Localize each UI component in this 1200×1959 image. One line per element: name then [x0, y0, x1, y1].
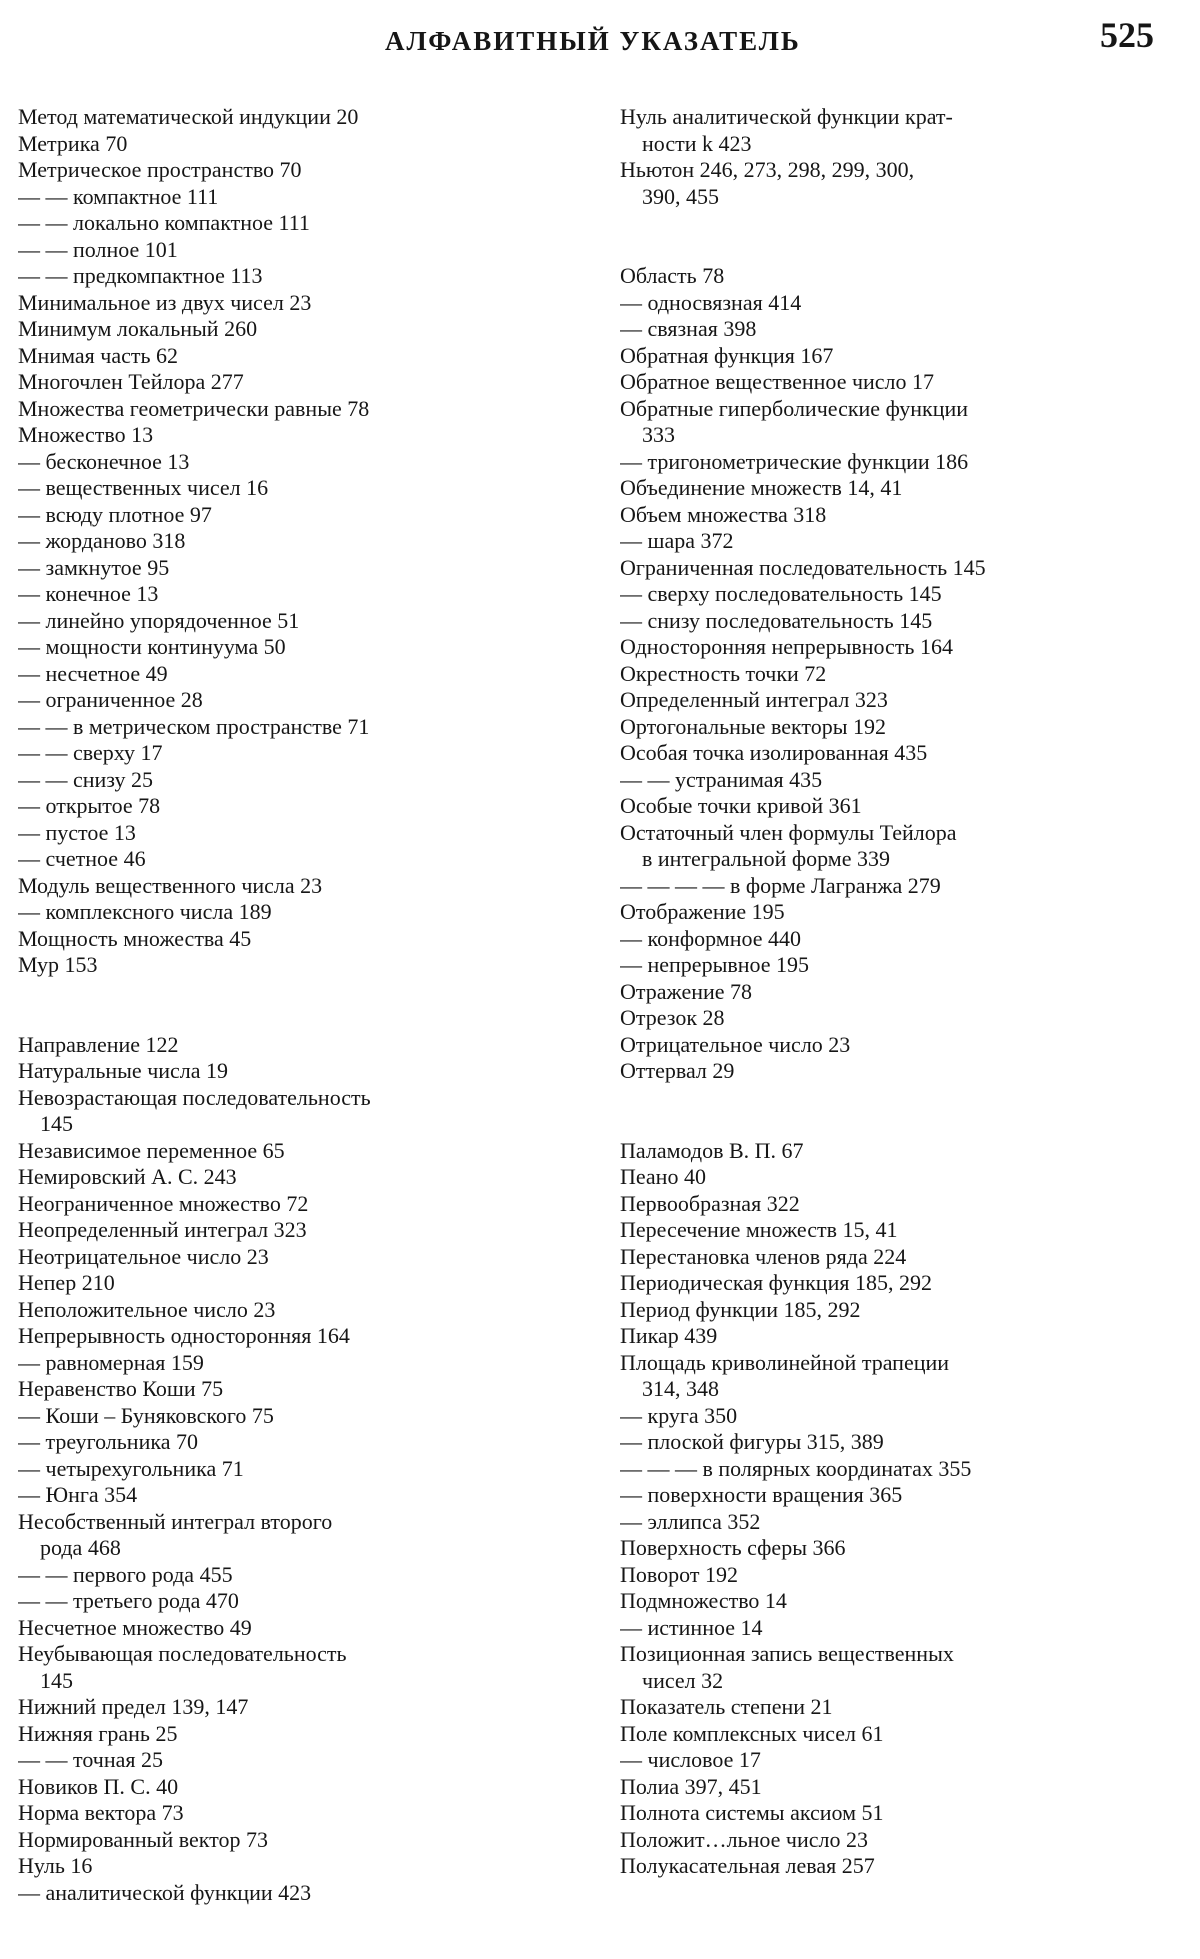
index-entry: Площадь криволинейной трапеции: [620, 1349, 950, 1375]
index-entry: Мощность множества 45: [18, 925, 252, 951]
index-entry: Окрестность точки 72: [620, 660, 827, 686]
index-entry: — — снизу 25: [18, 766, 154, 792]
index-entry: Поверхность сферы 366: [620, 1535, 846, 1560]
index-entry: — — первого рода 455: [18, 1561, 233, 1587]
index-entry: — плоской фигуры 315, 389: [620, 1429, 884, 1454]
section-gap: [620, 237, 1182, 264]
index-entry: Обратная функция 167: [620, 342, 834, 368]
running-head: АЛФАВИТНЫЙ УКАЗАТЕЛЬ: [385, 26, 801, 56]
index-entry: Новиков П. С. 40: [18, 1773, 179, 1799]
index-entry: — конформное 440: [620, 925, 801, 951]
index-entry: — счетное 46: [18, 846, 146, 871]
left-column: [18, 104, 578, 1906]
index-entry: — жорданово 318: [18, 528, 186, 553]
index-entry: Неравенство Коши 75: [18, 1376, 224, 1401]
index-entry: Пеано 40: [620, 1164, 706, 1189]
index-entry: Объединение множеств 14, 41: [620, 475, 903, 500]
index-entry: Пикар 439: [620, 1323, 718, 1348]
index-entry: — истинное 14: [620, 1614, 763, 1640]
index-entry: 145: [40, 1667, 73, 1693]
index-entry: Непрерывность односторонняя 164: [18, 1323, 350, 1348]
index-entry: Полнота системы аксиом 51: [620, 1800, 884, 1825]
index-entry: Отображение 195: [620, 899, 785, 924]
index-entry: — четырехугольника 71: [18, 1455, 244, 1481]
index-entry: Отрезок 28: [620, 1005, 725, 1030]
index-entry: — открытое 78: [18, 793, 161, 818]
index-entry: Остаточный член формулы Тейлора: [620, 819, 957, 845]
index-entry: — круга 350: [620, 1402, 738, 1428]
index-entry: Периодическая функция 185, 292: [620, 1270, 932, 1295]
index-entry: Поле комплексных чисел 61: [620, 1720, 884, 1746]
index-entry: Неположительное число 23: [18, 1296, 276, 1322]
index-entry: Подмножество 14: [620, 1588, 787, 1613]
index-entry: — — — — в форме Лагранжа 279: [620, 872, 941, 898]
index-entry: 390, 455: [642, 183, 719, 209]
index-entry: — бесконечное 13: [18, 448, 190, 474]
index-entry: — линейно упорядоченное 51: [18, 607, 300, 633]
index-entry: Отражение 78: [620, 978, 753, 1004]
index-entry: рода 468: [40, 1535, 121, 1560]
index-entry: Непер 210: [18, 1270, 115, 1295]
index-entry: — всюду плотное 97: [18, 501, 212, 527]
index-entry: Поворот 192: [620, 1561, 738, 1587]
index-entry: — — сверху 17: [18, 740, 163, 765]
index-entry: Отрицательное число 23: [620, 1031, 851, 1057]
index-entry: Неубывающая последовательность: [18, 1641, 347, 1666]
index-entry: Обратные гиперболические функции: [620, 395, 969, 421]
index-entry: — — — в полярных координатах 355: [620, 1455, 972, 1481]
index-entry: — — устранимая 435: [620, 766, 823, 792]
index-entry: Полиа 397, 451: [620, 1773, 762, 1799]
page-number: 525: [1100, 15, 1154, 55]
index-entry: Направление 122: [18, 1031, 179, 1057]
index-entry: Множества геометрически равные 78: [18, 395, 370, 421]
index-entry: Минимум локальный 260: [18, 316, 258, 341]
index-entry: — — компактное 111: [18, 183, 219, 209]
index-entry: — Юнга 354: [18, 1482, 138, 1507]
index-entry: Модуль вещественного числа 23: [18, 872, 323, 898]
index-entry: 314, 348: [642, 1376, 719, 1401]
index-entry: Позиционная запись вещественных: [620, 1641, 954, 1666]
index-entry: Ньютон 246, 273, 298, 299, 300,: [620, 157, 915, 182]
index-entry: Особая точка изолированная 435: [620, 740, 928, 765]
index-entry: Метрика 70: [18, 130, 128, 156]
index-entry: Полукасательная левая 257: [620, 1853, 875, 1878]
index-entry: Немировский А. С. 243: [18, 1164, 237, 1189]
index-entry: — конечное 13: [18, 581, 159, 606]
index-entry: 333: [642, 422, 675, 447]
index-entry: — шара 372: [620, 528, 734, 553]
index-entry: Показатель степени 21: [620, 1694, 833, 1719]
index-entry: — — полное 101: [18, 236, 178, 262]
index-entry: — сверху последовательность 145: [620, 581, 942, 606]
index-entry: Положит…льное число 23: [620, 1826, 869, 1852]
index-entry: — тригонометрические функции 186: [620, 448, 969, 474]
index-entry: Определенный интеграл 323: [620, 687, 888, 712]
index-entry: Множество 13: [18, 422, 154, 447]
section-gap: [18, 1005, 578, 1032]
index-entry: Метрическое пространство 70: [18, 157, 302, 182]
index-entry: Неопределенный интеграл 323: [18, 1217, 307, 1242]
index-entry: Несобственный интеграл второго: [18, 1508, 333, 1534]
section-gap: [620, 1085, 1182, 1112]
index-entry: — пустое 13: [18, 819, 136, 845]
index-entry: Мур 153: [18, 952, 98, 977]
section-gap: [620, 1111, 1182, 1138]
index-entry: Ортогональные векторы 192: [620, 713, 886, 739]
index-entry: Нуль 16: [18, 1853, 93, 1878]
right-column: [620, 104, 1182, 1880]
section-gap: [620, 210, 1182, 237]
index-entry: Неограниченное множество 72: [18, 1190, 309, 1216]
index-entry: Область 78: [620, 263, 725, 288]
index-entry: — — третьего рода 470: [18, 1588, 239, 1613]
index-entry: — мощности континуума 50: [18, 634, 286, 659]
index-entry: Натуральные числа 19: [18, 1058, 229, 1083]
index-entry: — — предкомпактное 113: [18, 263, 263, 288]
index-entry: 145: [40, 1111, 73, 1136]
index-entry: — треугольника 70: [18, 1429, 198, 1454]
index-entry: Невозрастающая последовательность: [18, 1084, 371, 1110]
index-entry: — ограниченное 28: [18, 687, 203, 712]
index-entry: Нижний предел 139, 147: [18, 1694, 249, 1719]
index-entry: — непрерывное 195: [620, 952, 810, 977]
index-entry: — связная 398: [620, 316, 757, 341]
index-entry: Независимое переменное 65: [18, 1137, 285, 1163]
index-entry: — снизу последовательность 145: [620, 607, 933, 633]
index-entry: Особые точки кривой 361: [620, 793, 862, 818]
index-entry: Ограниченная последовательность 145: [620, 554, 986, 580]
index-entry: Нижняя грань 25: [18, 1720, 178, 1746]
index-entry: Минимальное из двух чисел 23: [18, 289, 312, 315]
index-entry: Мнимая часть 62: [18, 342, 179, 368]
index-entry: Первообразная 322: [620, 1190, 800, 1216]
index-entry: — числовое 17: [620, 1747, 761, 1772]
index-entry: — комплексного числа 189: [18, 899, 272, 924]
index-entry: Паламодов В. П. 67: [620, 1137, 804, 1163]
index-entry: Норма вектора 73: [18, 1800, 184, 1825]
index-entry: Метод математической индукции 20: [18, 104, 359, 129]
index-entry: в интегральной форме 339: [642, 846, 890, 871]
index-entry: Нуль аналитической функции крат-: [620, 104, 953, 129]
index-entry: — — локально компактное 111: [18, 210, 310, 235]
index-entry: Нормированный вектор 73: [18, 1826, 268, 1852]
index-entry: Пересечение множеств 15, 41: [620, 1217, 898, 1242]
index-entry: Неотрицательное число 23: [18, 1243, 269, 1269]
index-entry: — замкнутое 95: [18, 554, 170, 580]
index-entry: Обратное вещественное число 17: [620, 369, 935, 394]
index-entry: Несчетное множество 49: [18, 1614, 252, 1640]
index-entry: — поверхности вращения 365: [620, 1482, 903, 1507]
index-entry: — аналитической функции 423: [18, 1879, 312, 1905]
index-entry: — несчетное 49: [18, 660, 168, 686]
index-entry: Многочлен Тейлора 277: [18, 369, 244, 394]
index-entry: Перестановка членов ряда 224: [620, 1243, 907, 1269]
index-entry: — вещественных чисел 16: [18, 475, 269, 500]
index-entry: Односторонняя непрерывность 164: [620, 634, 953, 659]
index-entry: — — в метрическом пространстве 71: [18, 713, 370, 739]
index-entry: — эллипса 352: [620, 1508, 761, 1534]
index-entry: Объем множества 318: [620, 501, 827, 527]
index-entry: — Коши – Буняковского 75: [18, 1402, 274, 1428]
index-entry: — равномерная 159: [18, 1349, 204, 1375]
index-entry: Оттервал 29: [620, 1058, 735, 1083]
index-entry: ности k 423: [642, 130, 752, 156]
index-entry: Период функции 185, 292: [620, 1296, 861, 1322]
section-gap: [18, 979, 578, 1006]
index-entry: чисел 32: [642, 1667, 724, 1693]
index-entry: — односвязная 414: [620, 289, 802, 315]
index-entry: — — точная 25: [18, 1747, 163, 1772]
